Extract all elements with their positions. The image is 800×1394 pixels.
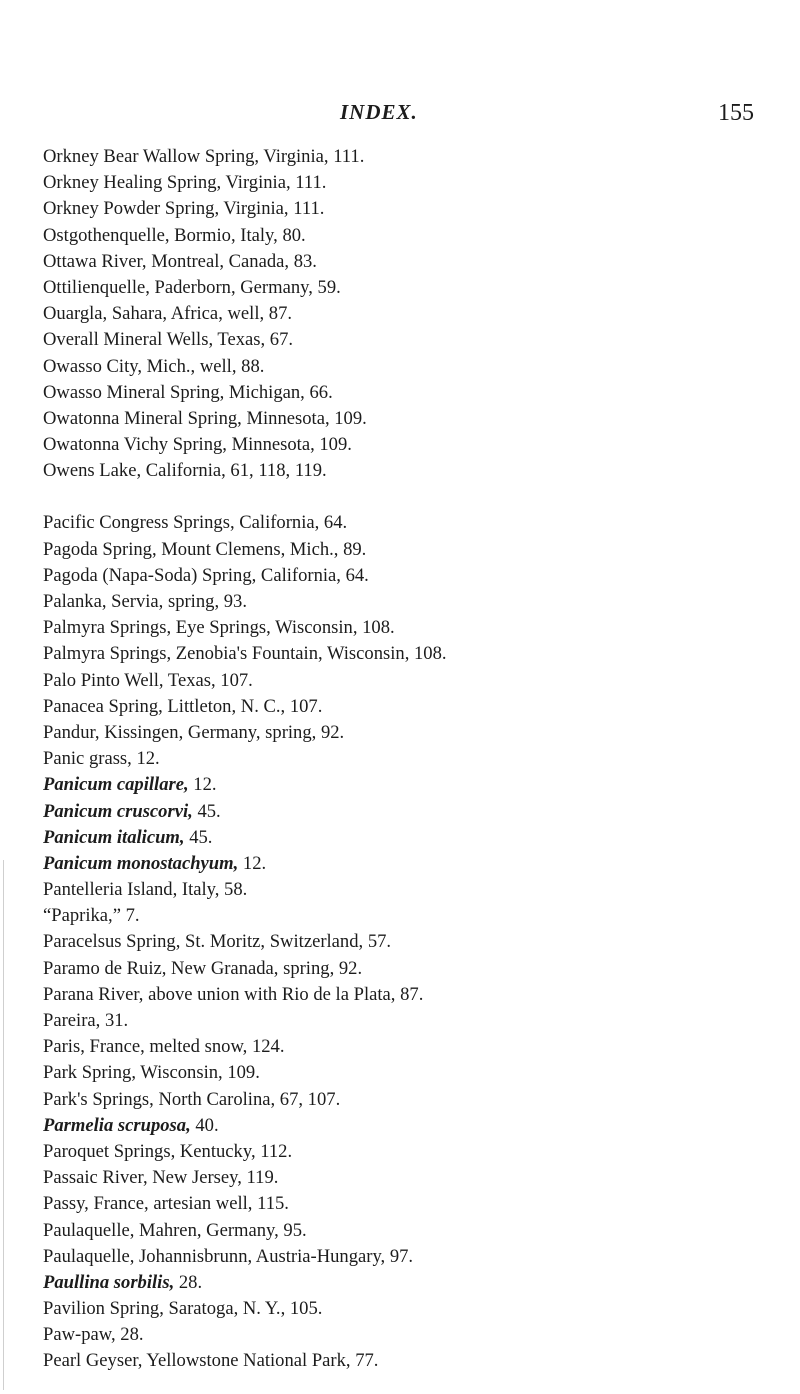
index-entry-italic-term: Paullina sorbilis,	[43, 1271, 175, 1293]
index-entry	[43, 223, 783, 249]
index-entry-text: Owasso Mineral Spring, Michigan, 66.	[43, 381, 333, 403]
scan-edge-line	[3, 860, 4, 1390]
index-entry	[43, 406, 783, 432]
index-entry	[43, 589, 783, 615]
index-entry	[43, 772, 783, 798]
index-entry	[43, 510, 783, 536]
index-entry	[43, 249, 783, 275]
index-entry-text: Palmyra Springs, Zenobia's Fountain, Wisconsin, 108.	[43, 643, 447, 665]
index-entry	[43, 929, 783, 955]
index-entry	[43, 301, 783, 327]
index-entry-text: Orkney Bear Wallow Spring, Virginia, 111.	[43, 146, 365, 167]
index-entry-text: Passaic River, New Jersey, 119.	[43, 1167, 279, 1189]
index-entry-text: Park Spring, Wisconsin, 109.	[43, 1062, 260, 1084]
index-entry	[43, 982, 783, 1008]
index-entry	[43, 1191, 783, 1217]
index-entry-text: 12.	[188, 774, 217, 796]
index-entry	[43, 563, 783, 589]
index-entry-text: Panacea Spring, Littleton, N. C., 107.	[43, 695, 323, 717]
index-entry-italic-term: Panicum cruscorvi,	[43, 800, 193, 822]
index-entry	[43, 537, 783, 563]
index-entry-text: Pearl Geyser, Yellowstone National Park, 77.	[43, 1350, 379, 1372]
index-entry-text: 45.	[184, 826, 213, 848]
index-entry	[43, 615, 783, 641]
index-entry-text: Owasso City, Mich., well, 88.	[43, 355, 265, 377]
index-entry	[43, 196, 783, 222]
index-entry	[43, 851, 783, 877]
index-entry-text: Ostgothenquelle, Bormio, Italy, 80.	[43, 224, 306, 246]
index-entry	[43, 720, 783, 746]
index-entry	[43, 668, 783, 694]
index-entry	[43, 1348, 783, 1374]
index-entry	[43, 877, 783, 903]
index-entry	[43, 354, 783, 380]
index-entry-text: Owatonna Vichy Spring, Minnesota, 109.	[43, 434, 352, 456]
index-entry-text: Paris, France, melted snow, 124.	[43, 1036, 285, 1058]
index-entry-text: 12.	[238, 852, 267, 874]
index-entry	[43, 1034, 783, 1060]
index-entry-text: Paw-paw, 28.	[43, 1324, 144, 1346]
index-entries	[43, 144, 783, 1375]
index-entry-text: Pavilion Spring, Saratoga, N. Y., 105.	[43, 1298, 323, 1320]
page-number: 155	[718, 100, 754, 126]
index-entry	[43, 1322, 783, 1348]
index-entry-text: Owatonna Mineral Spring, Minnesota, 109.	[43, 407, 367, 429]
index-entry-text: Ottilienquelle, Paderborn, Germany, 59.	[43, 276, 341, 298]
index-entry-text: 40.	[190, 1114, 219, 1136]
index-entry-text: Palanka, Servia, spring, 93.	[43, 591, 247, 612]
index-entry-text: Owens Lake, California, 61, 118, 119.	[43, 460, 327, 482]
index-entry-text: Passy, France, artesian well, 115.	[43, 1193, 289, 1215]
index-entry	[43, 170, 783, 196]
index-entry	[43, 799, 783, 825]
index-entry	[43, 275, 783, 301]
index-entry-text: Paulaquelle, Mahren, Germany, 95.	[43, 1219, 307, 1241]
index-entry-text: 45.	[192, 800, 221, 822]
index-entry-text: 28.	[174, 1271, 203, 1293]
index-entry	[43, 1165, 783, 1191]
index-entry-text: Parana River, above union with Rio de la Plata, 87.	[43, 983, 424, 1005]
index-entry-text: Paracelsus Spring, St. Moritz, Switzerland, 57.	[43, 931, 392, 953]
index-entry-text: Pantelleria Island, Italy, 58.	[43, 879, 248, 901]
index-entry-italic-term: Panicum monostachyum,	[43, 852, 239, 874]
index-entry-italic-term: Panicum italicum,	[43, 826, 185, 848]
index-entry	[43, 903, 783, 929]
index-entry	[43, 1008, 783, 1034]
index-entry	[43, 1296, 783, 1322]
index-entry-text: Orkney Healing Spring, Virginia, 111.	[43, 172, 327, 194]
index-entry-text: Paroquet Springs, Kentucky, 112.	[43, 1140, 293, 1162]
page-header	[0, 100, 800, 136]
index-entry-text: Pareira, 31.	[43, 1010, 129, 1031]
index-group	[43, 144, 783, 484]
index-entry	[43, 1139, 783, 1165]
index-entry-text: “Paprika,” 7.	[43, 905, 140, 927]
index-entry-text: Pagoda (Napa-Soda) Spring, California, 64.	[43, 564, 369, 586]
index-entry	[43, 956, 783, 982]
index-entry	[43, 327, 783, 353]
index-entry	[43, 432, 783, 458]
index-entry	[43, 458, 783, 484]
index-entry-text: Paramo de Ruiz, New Granada, spring, 92.	[43, 957, 363, 979]
index-entry-text: Panic grass, 12.	[43, 748, 160, 770]
running-title: INDEX.	[340, 100, 418, 124]
index-entry	[43, 746, 783, 772]
index-entry-text: Ouargla, Sahara, Africa, well, 87.	[43, 303, 293, 325]
index-entry-text: Palo Pinto Well, Texas, 107.	[43, 669, 253, 691]
index-entry	[43, 1244, 783, 1270]
index-entry	[43, 641, 783, 667]
index-entry-text: Pandur, Kissingen, Germany, spring, 92.	[43, 721, 345, 743]
index-entry-text: Pacific Congress Springs, California, 64.	[43, 512, 348, 534]
index-entry-italic-term: Panicum capillare,	[43, 774, 189, 796]
index-entry	[43, 1218, 783, 1244]
index-entry	[43, 380, 783, 406]
index-entry	[43, 1270, 783, 1296]
index-entry	[43, 825, 783, 851]
index-entry-italic-term: Parmelia scruposa,	[43, 1114, 191, 1136]
index-entry-text: Park's Springs, North Carolina, 67, 107.	[43, 1088, 341, 1110]
index-entry-text: Paulaquelle, Johannisbrunn, Austria-Hungary, 97.	[43, 1245, 414, 1267]
index-entry-text: Pagoda Spring, Mount Clemens, Mich., 89.	[43, 538, 367, 560]
index-entry	[43, 694, 783, 720]
index-entry-text: Orkney Powder Spring, Virginia, 111.	[43, 198, 325, 220]
index-entry-text: Palmyra Springs, Eye Springs, Wisconsin, 108.	[43, 617, 395, 639]
index-entry	[43, 1087, 783, 1113]
index-entry-text: Overall Mineral Wells, Texas, 67.	[43, 329, 294, 351]
index-group	[43, 510, 783, 1374]
index-entry	[43, 1060, 783, 1086]
index-entry	[43, 1113, 783, 1139]
index-entry-text: Ottawa River, Montreal, Canada, 83.	[43, 250, 317, 272]
index-entry	[43, 144, 783, 170]
